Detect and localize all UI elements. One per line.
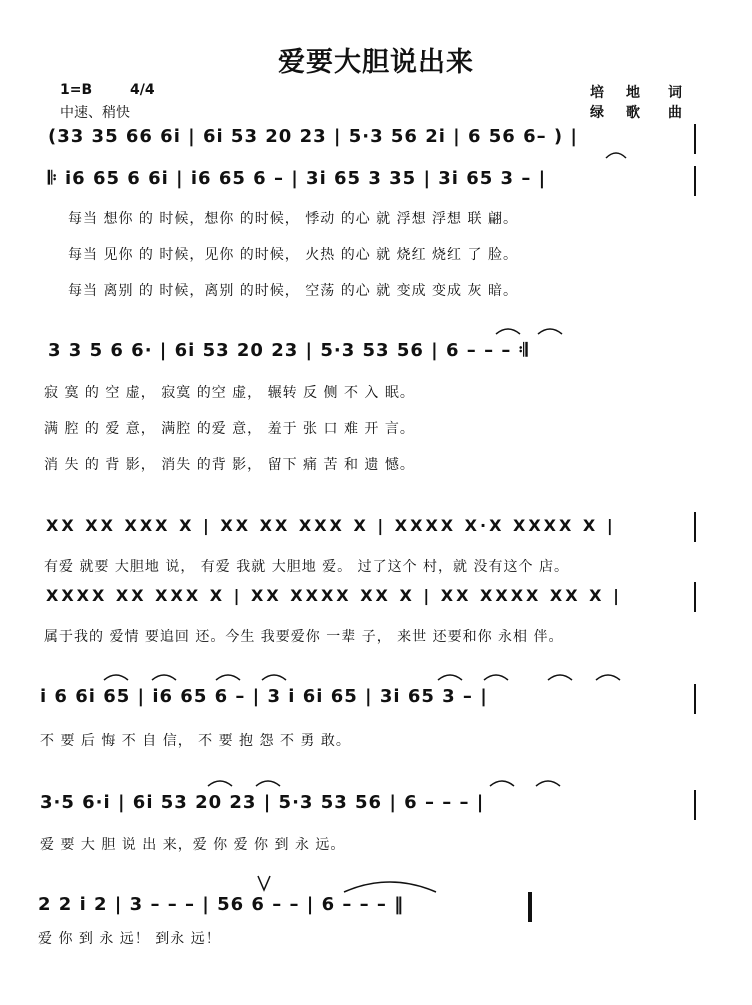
composer-name: 绿歌 (590, 105, 662, 121)
lyric-line-verse-a-3: 每当 离别 的 时候，离别 的时候， 空荡 的心 就 变成 变成 灰 暗。 (68, 283, 518, 299)
lyric-line-verse-b-3: 消 失 的 背 影， 消失 的背 影， 留下 痛 苦 和 遗 憾。 (44, 457, 415, 473)
lyricist-role: 词 (668, 85, 682, 101)
slur (596, 675, 620, 680)
notation-line-chorus-b: 3·5 6·i | 6i 53 20 23 | 5·3 53 56 | 6 – – – | (40, 792, 485, 813)
slur (536, 781, 560, 786)
slur (606, 153, 626, 158)
tie (344, 882, 436, 892)
slur (490, 781, 514, 786)
rhythm-line-rap-b: XXXX XX XXX X | XX XXXX XX X | XX XXXX XX X | (46, 586, 622, 605)
slur (484, 675, 508, 680)
lyric-line-rap-b: 属于我的 爱情 要追回 还。今生 我要爱你 一辈 子， 来世 还要和你 永相 伴。 (44, 629, 564, 645)
breath-mark (258, 876, 270, 890)
lyric-line-rap-a: 有爱 就要 大胆地 说， 有爱 我就 大胆地 爱。 过了这个 村，就 没有这个 店。 (44, 559, 569, 575)
tempo-marking: 中速、稍快 (60, 105, 130, 121)
slur (538, 329, 562, 334)
slur (438, 675, 462, 680)
lyric-line-ending: 爱 你 到 永 远！ 到永 远！ (38, 931, 221, 947)
slur (104, 675, 128, 680)
notation-line-intro: (33 35 66 6i | 6i 53 20 23 | 5·3 56 2i | 6 56 6– ) | (48, 126, 578, 147)
notation-line-chorus-a: i 6 6i 65 | i6 65 6 – | 3 i 6i 65 | 3i 65 3 – | (40, 686, 488, 707)
slur (216, 675, 240, 680)
composer-role: 曲 (668, 105, 682, 121)
rhythm-line-rap-a: XX XX XXX X | XX XX XXX X | XXXX X·X XXXX X | (46, 516, 616, 535)
slur (256, 781, 280, 786)
lyric-line-verse-a-2: 每当 见你 的 时候，见你 的时候， 火热 的心 就 烧红 烧红 了 脸。 (68, 247, 518, 263)
key-signature: 1=B (60, 82, 93, 98)
slur (152, 675, 176, 680)
notation-line-verse-a: 𝄆 i6 65 6 6i | i6 65 6 – | 3i 65 3 35 | 3i 65 3 – | (48, 168, 547, 189)
slur (262, 675, 286, 680)
slur (548, 675, 572, 680)
slur (208, 781, 232, 786)
notation-line-verse-b: 3 3 5 6 6· | 6i 53 20 23 | 5·3 53 56 | 6 – – – 𝄇 (48, 340, 529, 361)
lyric-line-chorus-b: 爱 要 大 胆 说 出 来，爱 你 爱 你 到 永 远。 (40, 837, 346, 853)
lyricist-name: 培地 (590, 85, 662, 101)
lyric-line-verse-a-1: 每当 想你 的 时候，想你 的时候， 悸动 的心 就 浮想 浮想 联 翩。 (68, 211, 518, 227)
slur (496, 329, 520, 334)
song-title: 爱要大胆说出来 (278, 47, 474, 78)
lyric-line-verse-b-2: 满 腔 的 爱 意， 满腔 的爱 意， 羞于 张 口 难 开 言。 (44, 421, 415, 437)
time-signature: 4/4 (130, 82, 155, 98)
notation-line-ending: 2 2 i 2 | 3 – – – | 56 6 – – | 6 – – – ‖ (38, 894, 405, 915)
lyric-line-verse-b-1: 寂 寞 的 空 虚， 寂寞 的空 虚， 辗转 反 侧 不 入 眠。 (44, 385, 415, 401)
lyric-line-chorus-a: 不 要 后 悔 不 自 信， 不 要 抱 怨 不 勇 敢。 (40, 733, 351, 749)
